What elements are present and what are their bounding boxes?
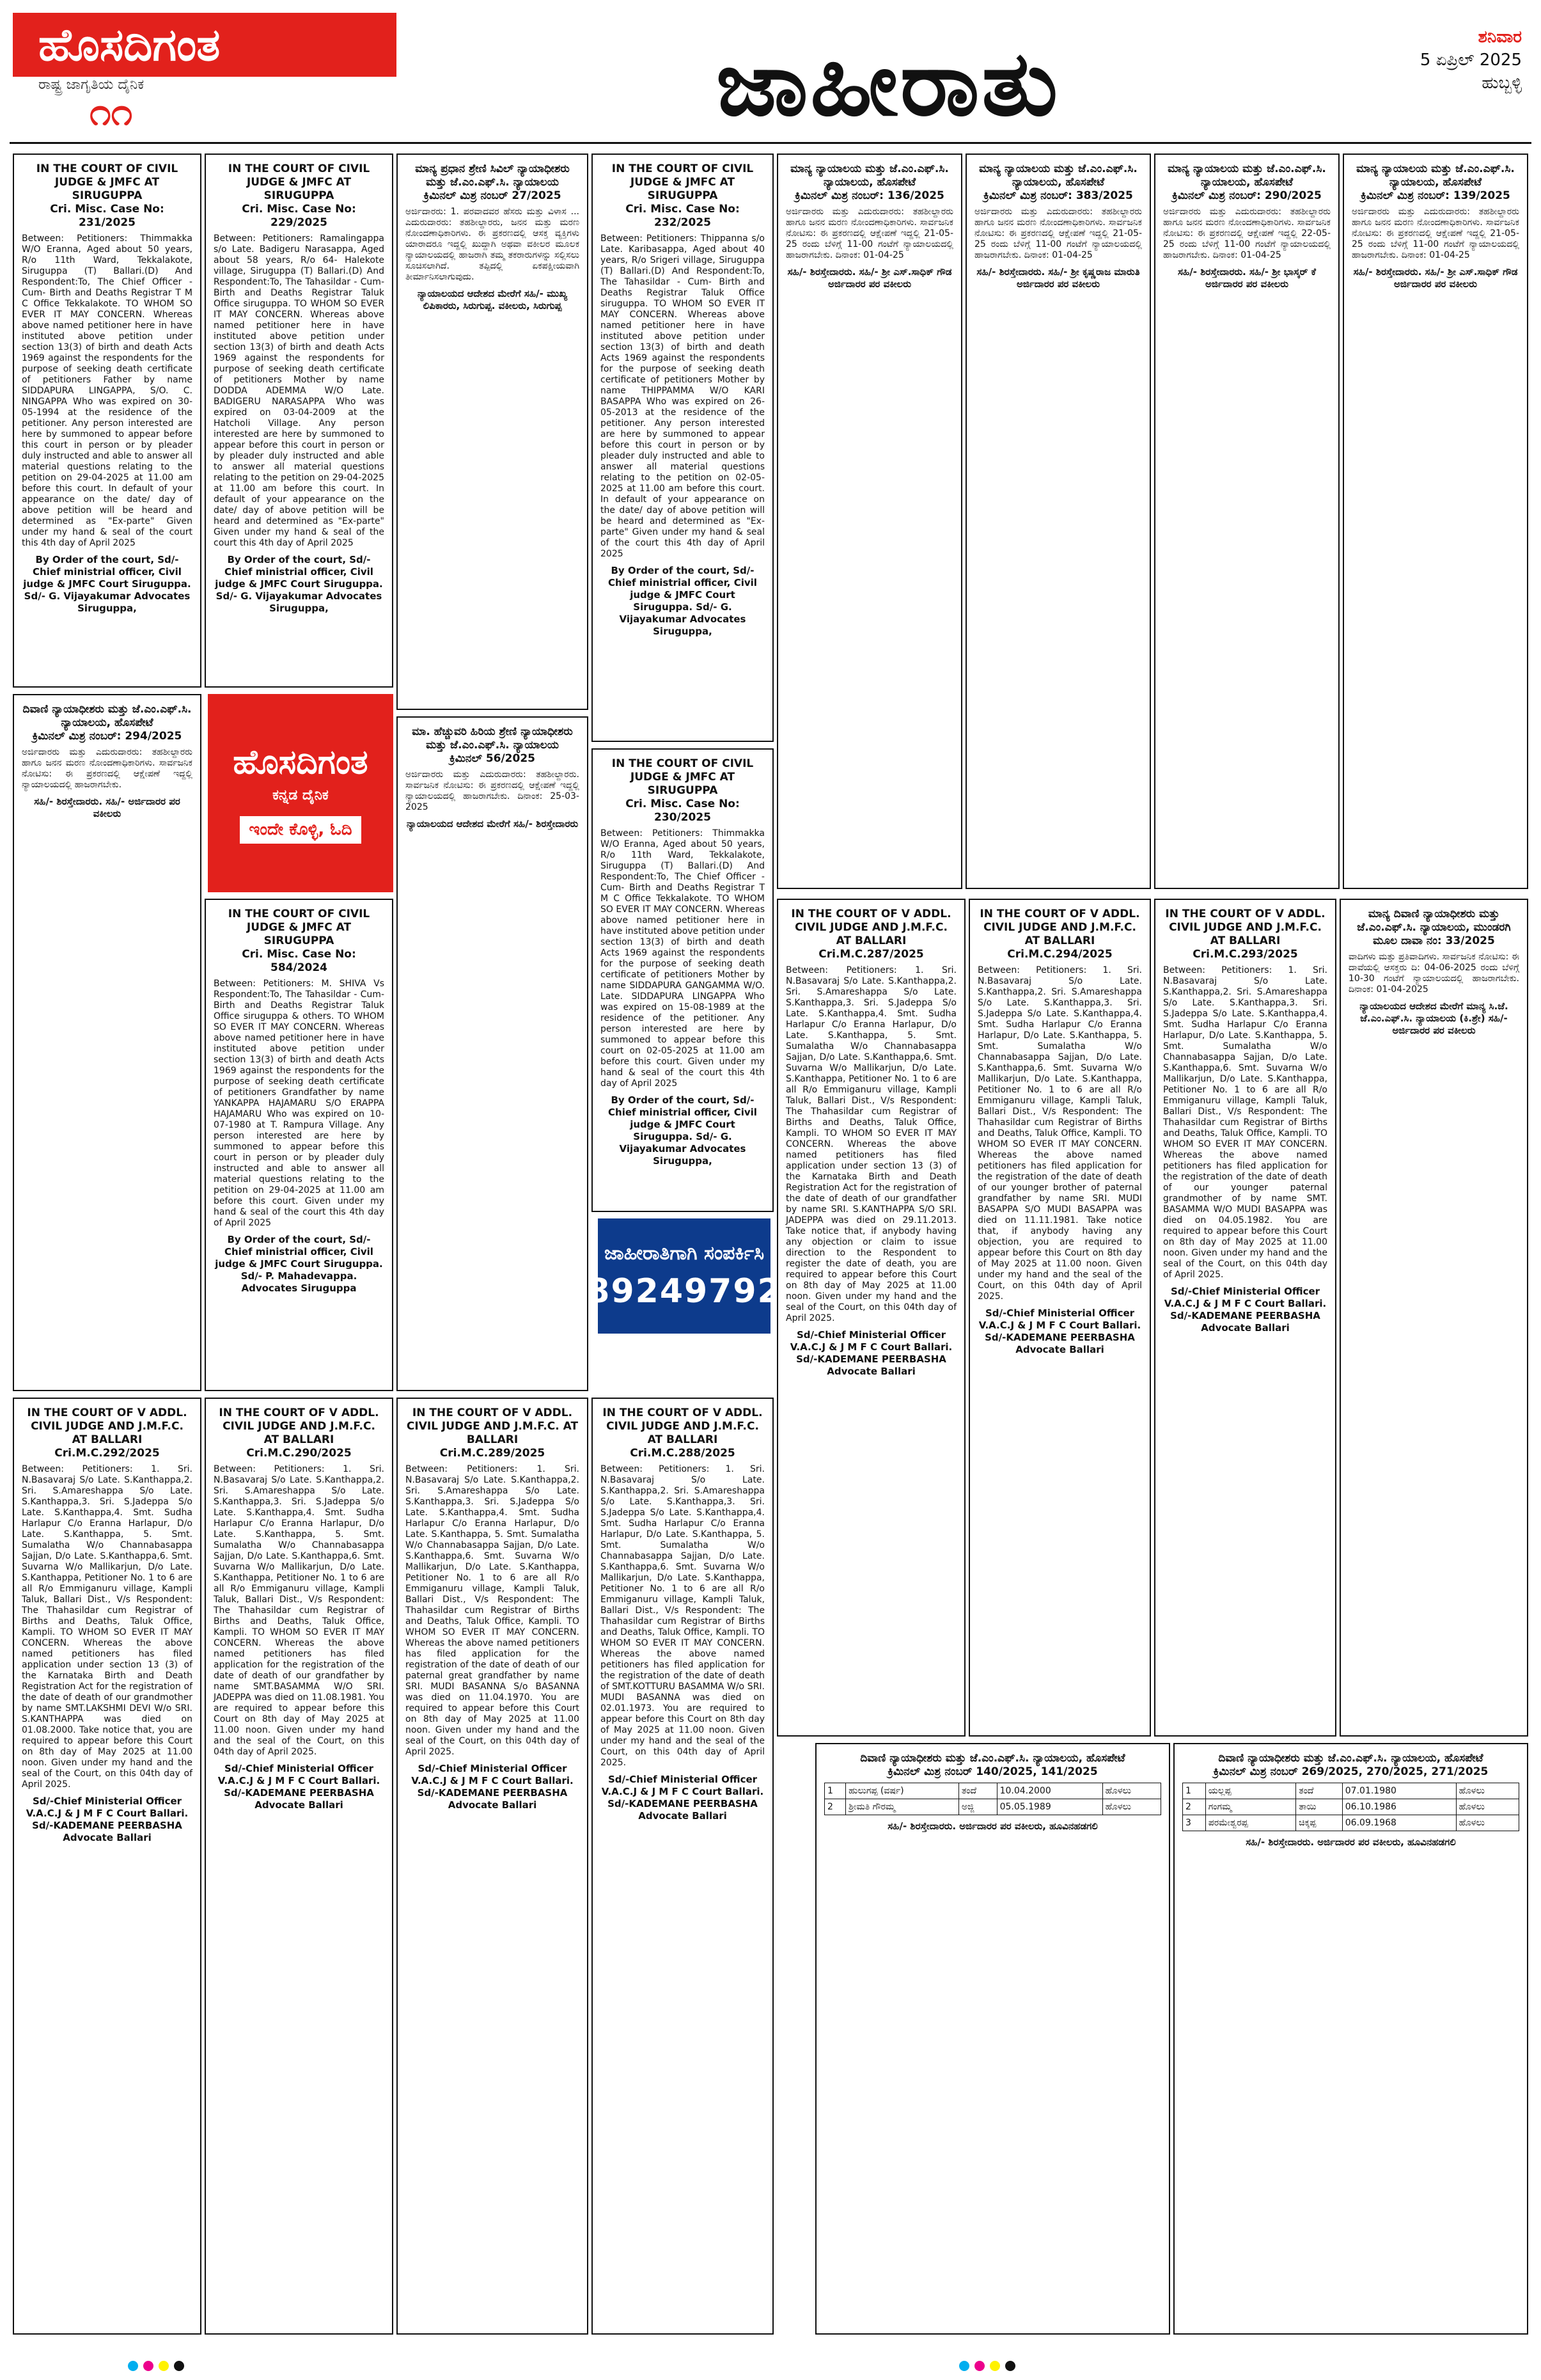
- notice-title: ದಿವಾಣಿ ನ್ಯಾಯಾಧೀಶರು ಮತ್ತು ಜೆ.ಎಂ.ಎಫ್.ಸಿ. ನ್ಯಾಯಾಲಯ, ಹೊಸಪೇಟೆ ಕ್ರಿಮಿನಲ್ ಮಿಶ್ರ ನಂಬರ್ 140/2025, 141/2025: [860, 1752, 1125, 1778]
- table-cell: 2: [1183, 1799, 1206, 1815]
- notice-body: Between: Petitioners: 1. Sri. N.Basavaraj S/o Late. S.Kanthappa,2. Sri. S.Amareshappa S/o Late. S.Kanthappa,3. Sri. S.Jadeppa S/o Late. S.Kanthappa,4. Smt. Sudha Harlapur C/o Eranna Harlapur, D/o Late. S.Kanthappa, 5. Smt. Sumalatha W/o Channabasappa Sajjan, D/o Late. S.Kanthappa,6. Smt. Suvarna W/o Mallikarjun, D/o Late. S.Kanthappa, Petitioner No. 1 to 6 are all R/o Emmiganuru village, Kampli Taluk, Ballari Dist., V/s Respondent: The Thahasildar cum Registrar of Births and Deaths, Taluk Office, Kampli. TO WHOM SO EVER IT MAY CONCERN. Whereas the above named petitioners has filed application under section 13 (3) of the Karnataka Birth and Death Registration Act for the registration of the date of death of our grandfather by name SRI. S.KANTHAPPA S/O SRI. JADEPPA was died on 29.11.2013. Take notice that, if anybody having any objection or claim to issue direction to the Respondent to register the date of death, you are required to appear before this Court on 8th day of May 2025 at 11.00 noon. Given under my hand and the seal of the Court, on this 04th day of April 2025.: [786, 965, 957, 1323]
- table-cell: 06.09.1968: [1342, 1815, 1456, 1831]
- notice-title: ಮಾನ್ಯ ನ್ಯಾಯಾಲಯ ಮತ್ತು ಜೆ.ಎಂ.ಎಫ್.ಸಿ. ನ್ಯಾಯಾಲಯ, ಹೊಸಪೇಟೆ ಕ್ರಿಮಿನಲ್ ಮಿಶ್ರ ನಂಬರ್: 136/2025: [790, 162, 949, 202]
- notice-body: Between: Petitioners: Thimmakka W/O Eranna, Aged about 50 years, R/o 11th Ward, Tekkalakote, Siruguppa (T) Ballari.(D) And Respondent:To, The Chief Officer - Cum- Birth and Deaths Registrar T M C Office Tekkalakote. TO WHOM SO EVER IT MAY CONCERN. Whereas above named petitioner here in have instituted above petition under section 13(3) of birth and death Acts 1969 against the respondents for the purpose of seeking death certificate of petitioners Father by name SIDDAPURA LINGAPPA, S/O. C. NINGAPPA Who was expired on 30-05-1994 at the residence of the petitioner. Any person interested are here by summoned to appear before this court in person or by pleader duly instructed and able to answer all material questions relating to the petition on 29-04-2025 at 11.00 am before this court. In default of your appearance on the date/ day of above petition will be heard and determined as "Ex-parte" Given under my hand & seal of the court this 4th day of April 2025: [22, 233, 192, 548]
- notice-title: ದಿವಾಣಿ ನ್ಯಾಯಾಧೀಶರು ಮತ್ತು ಜೆ.ಎಂ.ಎಫ್.ಸಿ. ನ್ಯಾಯಾಲಯ, ಹೊಸಪೇಟೆ ಕ್ರಿಮಿನಲ್ ಮಿಶ್ರ ನಂಬರ್ 269/2025, 270/2025, 271/2025: [1213, 1752, 1489, 1778]
- notice-body: Between: Petitioners: 1. Sri. N.Basavaraj S/o Late. S.Kanthappa,2. Sri. S.Amareshappa S/o Late. S.Kanthappa,3. Sri. S.Jadeppa S/o Late. S.Kanthappa,4. Smt. Sudha Harlapur C/o Eranna Harlapur, D/o Late. S.Kanthappa, 5. Smt. Sumalatha W/o Channabasappa Sajjan, D/o Late. S.Kanthappa,6. Smt. Suvarna W/o Mallikarjun, D/o Late. S.Kanthappa, Petitioner No. 1 to 6 are all R/o Emmiganuru village, Kampli Taluk, Ballari Dist., V/s Respondent: The Thahasildar cum Registrar of Births and Deaths, Taluk Office, Kampli. TO WHOM SO EVER IT MAY CONCERN. Whereas the above named petitioners has filed application for the registration of the date of death of SMT.KOTTURU BASAMMA W/o SRI. MUDI BASANNA was died on 02.01.1973. You are required to appear before this Court on 8th day of May 2025 at 11.00 noon. Given under my hand and the seal of the Court, on this 04th day of April 2025.: [600, 1464, 765, 1768]
- notice-signature: ಸಹಿ/- ಶಿರಸ್ತೇದಾರರು. ಅರ್ಜಿದಾರರ ಪರ ವಕೀಲರು, ಹೂವಿನಹಡಗಲಿ: [888, 1820, 1098, 1832]
- notice-card: [591, 1398, 774, 2335]
- notice-card: [591, 154, 774, 742]
- notice-card: [13, 694, 201, 1391]
- logo-year: ೧೧: [90, 90, 133, 134]
- notice-body: Between: Petitioners: 1. Sri. N.Basavaraj S/o Late. S.Kanthappa,2. Sri. S.Amareshappa S/o Late. S.Kanthappa,3. Sri. S.Jadeppa S/o Late. S.Kanthappa,4. Smt. Sudha Harlapur C/o Eranna Harlapur, D/o Late. S.Kanthappa, 5. Smt. Sumalatha W/o Channabasappa Sajjan, D/o Late. S.Kanthappa,6. Smt. Suvarna W/o Mallikarjun, D/o Late. S.Kanthappa, Petitioner No. 1 to 6 are all R/o Emmiganuru village, Kampli Taluk, Ballari Dist., V/s Respondent: The Thahasildar cum Registrar of Births and Deaths, Taluk Office, Kampli. TO WHOM SO EVER IT MAY CONCERN. Whereas the above named petitioners has filed application for the registration of the date of death of our younger paternal grandmother of by name SMT. BASAMMA W/O MUDI BASAPPA was died on 04.05.1982. You are required to appear before this Court on 8th day of May 2025 at 11.00 noon. Given under my hand and the seal of the Court, on this 04th day of April 2025.: [1163, 965, 1327, 1280]
- notice-title: ಮಾನ್ಯ ನ್ಯಾಯಾಲಯ ಮತ್ತು ಜೆ.ಎಂ.ಎಫ್.ಸಿ. ನ್ಯಾಯಾಲಯ, ಹೊಸಪೇಟೆ ಕ್ರಿಮಿನಲ್ ಮಿಶ್ರ ನಂಬರ್: 290/2025: [1168, 162, 1326, 202]
- table-cell: ಹೊಳಲು: [1102, 1783, 1161, 1799]
- print-registration-marks: [959, 2361, 1087, 2374]
- notice-card: [777, 154, 962, 889]
- notice-card: [1173, 1743, 1528, 2335]
- notice-title: IN THE COURT OF V ADDL. CIVIL JUDGE AND J.M.F.C. AT BALLARI Cri.M.C.293/2025: [1165, 908, 1326, 961]
- table-cell: ತಂದೆ: [958, 1783, 997, 1799]
- table-cell: 1: [825, 1783, 846, 1799]
- table-cell: ಹೊಳಲು: [1456, 1783, 1519, 1799]
- contact-phone: 8892497927: [562, 1272, 806, 1311]
- notice-signature: By Order of the court, Sd/- Chief ministrial officer, Civil judge & JMFC Court Siruguppa. Sd/- G. Vijayakumar Advocates Siruguppa,: [608, 1094, 757, 1167]
- black-dot: [174, 2361, 184, 2371]
- notice-body: Between: Petitioners: 1. Sri. N.Basavaraj S/o Late. S.Kanthappa,2. Sri. S.Amareshappa S/o Late. S.Kanthappa,3. Sri. S.Jadeppa S/o Late. S.Kanthappa,4. Smt. Sudha Harlapur C/o Eranna Harlapur, D/o Late. S.Kanthappa, 5. Smt. Sumalatha W/o Channabasappa Sajjan, D/o Late. S.Kanthappa,6. Smt. Suvarna W/o Mallikarjun, D/o Late. S.Kanthappa, Petitioner No. 1 to 6 are all R/o Emmiganuru village, Kampli Taluk, Ballari Dist., V/s Respondent: The Thahasildar cum Registrar of Births and Deaths, Taluk Office, Kampli. TO WHOM SO EVER IT MAY CONCERN. Whereas the above named petitioners has filed application for the registration of the date of death of our younger brother of paternal grandfather by name SRI. MUDI BASAPPA S/O MUDI BASAPPA was died on 11.11.1981. Take notice that, if anybody having any objection, you are required to appear before this Court on 8th day of May 2025 at 11.00 noon. Given under my hand and the seal of the Court, on this 04th day of April 2025.: [978, 965, 1142, 1302]
- black-dot: [1005, 2361, 1015, 2371]
- notice-title: IN THE COURT OF V ADDL. CIVIL JUDGE AND J.M.F.C. AT BALLARI Cri.M.C.290/2025: [219, 1407, 379, 1460]
- table-cell: ಹುಲುಗಪ್ಪ (ವರ್ಷ): [846, 1783, 959, 1799]
- notice-signature: Sd/-Chief Ministerial Officer V.A.C.J & J M F C Court Ballari. Sd/-KADEMANE PEERBASHA Advocate Ballari: [978, 1307, 1141, 1355]
- contact-label: ಜಾಹೀರಾತಿಗಾಗಿ ಸಂಪರ್ಕಿಸಿ: [604, 1241, 764, 1265]
- notice-title: ಮಾನ್ಯ ಪ್ರಧಾನ ಶ್ರೇಣಿ ಸಿವಿಲ್ ನ್ಯಾಯಾಧೀಶರು ಮತ್ತು ಜೆ.ಎಂ.ಎಫ್.ಸಿ. ನ್ಯಾಯಾಲಯ ಕ್ರಿಮಿನಲ್ ಮಿಶ್ರ ನಂಬರ್ 27/2025: [415, 162, 570, 202]
- table-cell: ಹೊಳಲು: [1456, 1815, 1519, 1831]
- notice-body: ಅರ್ಜಿದಾರರು: 1. ಪರವಾದವರ ಹೆಸರು ಮತ್ತು ವಿಳಾಸ ... ಎದುರುದಾರರು: ತಹಶೀಲ್ದಾರರು, ಜನನ ಮತ್ತು ಮರಣ ನೋಂದಣಾಧಿಕಾರಿಗಳು. ಈ ಪ್ರಕರಣದಲ್ಲಿ ಆಸಕ್ತ ವ್ಯಕ್ತಿಗಳು ಯಾರಾದರೂ ಇದ್ದಲ್ಲಿ ಖುದ್ದಾಗಿ ಅಥವಾ ವಕೀಲರ ಮೂಲಕ ನ್ಯಾಯಾಲಯದಲ್ಲಿ ಹಾಜರಾಗಿ ತಮ್ಮ ತಕರಾರುಗಳನ್ನು ಸಲ್ಲಿಸಲು ಸೂಚಿಸಲಾಗಿದೆ. ತಪ್ಪಿದಲ್ಲಿ ಏಕಪಕ್ಷೀಯವಾಗಿ ತೀರ್ಮಾನಿಸಲಾಗುವುದು.: [405, 207, 579, 282]
- day-label: ಶನಿವಾರ: [1478, 28, 1522, 47]
- notice-signature: By Order of the court, Sd/- Chief ministrial officer, Civil judge & JMFC Court Siruguppa. Sd/- G. Vijayakumar Advocates Siruguppa,: [23, 554, 191, 614]
- table-cell: ತಾಯಿ: [1296, 1799, 1343, 1815]
- notice-card: [1154, 899, 1336, 1737]
- notice-card: [1340, 899, 1528, 1737]
- cyan-dot: [128, 2361, 138, 2371]
- notice-body: Between: Petitioners: 1. Sri. N.Basavaraj S/o Late. S.Kanthappa,2. Sri. S.Amareshappa S/o Late. S.Kanthappa,3. Sri. S.Jadeppa S/o Late. S.Kanthappa,4. Smt. Sudha Harlapur C/o Eranna Harlapur, D/o Late. S.Kanthappa, 5. Smt. Sumalatha W/o Channabasappa Sajjan, D/o Late. S.Kanthappa,6. Smt. Suvarna W/o Mallikarjun, D/o Late. S.Kanthappa, Petitioner No. 1 to 6 are all R/o Emmiganuru village, Kampli Taluk, Ballari Dist., V/s Respondent: The Thahasildar cum Registrar of Births and Deaths, Taluk Office, Kampli. TO WHOM SO EVER IT MAY CONCERN. Whereas the above named petitioners has filed application for the registration of the date of death of our paternal great grandfather by name SRI. MUDI BASANNA S/o BASANNA was died on 11.04.1970. You are required to appear before this Court on 8th day of May 2025 at 11.00 noon. Given under my hand and the seal of the Court, on this 04th day of April 2025.: [405, 1464, 579, 1757]
- date-label: 5 ಏಪ್ರಿಲ್ 2025: [1420, 51, 1522, 70]
- table-cell: 05.05.1989: [997, 1799, 1102, 1815]
- notice-title: IN THE COURT OF CIVIL JUDGE & JMFC AT SIRUGUPPA Cri. Misc. Case No: 229/2025: [228, 162, 370, 229]
- table-cell: 10.04.2000: [997, 1783, 1102, 1799]
- notice-title: ಮಾ. ಹೆಚ್ಚುವರಿ ಹಿರಿಯ ಶ್ರೇಣಿ ನ್ಯಾಯಾಧೀಶರು ಮತ್ತು ಜೆ.ಎಂ.ಎಫ್.ಸಿ. ನ್ಯಾಯಾಲಯ ಕ್ರಿಮಿನಲ್ 56/2025: [412, 725, 573, 765]
- table-cell: ಚಿಕ್ಕಪ್ಪ: [1296, 1815, 1343, 1831]
- notice-signature: ಸಹಿ/- ಶಿರಸ್ತೇದಾರರು. ಸಹಿ/- ಅರ್ಜಿದಾರರ ಪರ ವಕೀಲರು: [34, 796, 180, 819]
- print-registration-marks: [128, 2361, 256, 2374]
- table-cell: 2: [825, 1799, 846, 1815]
- notice-title: IN THE COURT OF CIVIL JUDGE & JMFC AT SIRUGUPPA Cri. Misc. Case No: 231/2025: [36, 162, 178, 229]
- notice-title: IN THE COURT OF CIVIL JUDGE & JMFC AT SIRUGUPPA Cri. Misc. Case No: 584/2024: [228, 908, 370, 974]
- table-cell: ಅಜ್ಜಿ: [958, 1799, 997, 1815]
- newspaper-ad: [208, 694, 393, 892]
- notice-card: [396, 716, 588, 1391]
- yellow-dot: [159, 2361, 169, 2371]
- table-cell: ಪರಮೇಶ್ವರಪ್ಪ: [1205, 1815, 1295, 1831]
- notice-card: [815, 1743, 1170, 2335]
- notice-title: IN THE COURT OF V ADDL. CIVIL JUDGE AND J.M.F.C. AT BALLARI Cri.M.C.292/2025: [27, 1407, 187, 1460]
- notice-title: ಮಾನ್ಯ ದಿವಾಣಿ ನ್ಯಾಯಾಧೀಶರು ಮತ್ತು ಜೆ.ಎಂ.ಎಫ್.ಸಿ. ನ್ಯಾಯಾಲಯ, ಮುಂಡರಗಿ ಮೂಲ ದಾವಾ ನಂ: 33/2025: [1357, 908, 1511, 947]
- notice-card: [1343, 154, 1528, 889]
- notice-signature: ಸಹಿ/- ಶಿರಸ್ತೇದಾರರು. ಅರ್ಜಿದಾರರ ಪರ ವಕೀಲರು, ಹೂವಿನಹಡಗಲಿ: [1246, 1836, 1456, 1848]
- notice-signature: Sd/-Chief Ministerial Officer V.A.C.J & J M F C Court Ballari. Sd/-KADEMANE PEERBASHA Advocate Ballari: [790, 1329, 953, 1377]
- notice-title: ಮಾನ್ಯ ನ್ಯಾಯಾಲಯ ಮತ್ತು ಜೆ.ಎಂ.ಎಫ್.ಸಿ. ನ್ಯಾಯಾಲಯ, ಹೊಸಪೇಟೆ ಕ್ರಿಮಿನಲ್ ಮಿಶ್ರ ನಂಬರ್: 383/2025: [979, 162, 1138, 202]
- notice-body: ವಾದಿಗಳು ಮತ್ತು ಪ್ರತಿವಾದಿಗಳು. ಸಾರ್ವಜನಿಕ ನೋಟಿಸು: ಈ ದಾವೆಯಲ್ಲಿ ಆಸಕ್ತರು ದಿ: 04-06-2025 ರಂದು ಬೆಳಿಗ್ಗೆ 10-30 ಗಂಟೆಗೆ ನ್ಯಾಯಾಲಯದಲ್ಲಿ ಹಾಜರಾಗಬೇಕು. ದಿನಾಂಕ: 01-04-2025: [1349, 952, 1519, 995]
- notice-body: Between: Petitioners: Thimmakka W/O Eranna, Aged about 50 years, R/o 11th Ward, Tekkalakote, Siruguppa (T) Ballari.(D) And Respondent:To, The Chief Officer - Cum- Birth and Deaths Registrar T M C Office Tekkalakote. TO WHOM SO EVER IT MAY CONCERN. Whereas above named petitioner here in have instituted above petition under section 13(3) of birth and death Acts 1969 against the respondents for the purpose of seeking death certificate of petitioners Mother by name SIDDAPURA GANGAMMA W/O. Late. SIDDAPURA LINGAPPA Who was expired on 15-08-1989 at the residence of the petitioner. Any person interested are here by summoned to appear before this court on 02-05-2025 at 11.00 am before this court. Given under my hand & seal of the court this 4th day of April 2025: [600, 828, 765, 1089]
- notice-card: [591, 748, 774, 1212]
- notice-body: ಅರ್ಜಿದಾರರು ಮತ್ತು ಎದುರುದಾರರು: ತಹಶೀಲ್ದಾರರು ಹಾಗೂ ಜನನ ಮರಣ ನೋಂದಣಾಧಿಕಾರಿಗಳು. ಸಾರ್ವಜನಿಕ ನೋಟಿಸು: ಈ ಪ್ರಕರಣದಲ್ಲಿ ಆಕ್ಷೇಪಣೆ ಇದ್ದಲ್ಲಿ 21-05-25 ರಂದು ಬೆಳಿಗ್ಗೆ 11-00 ಗಂಟೆಗೆ ನ್ಯಾಯಾಲಯದಲ್ಲಿ ಹಾಜರಾಗಬೇಕು. ದಿನಾಂಕ: 01-04-25: [974, 207, 1142, 260]
- heir-table: [1182, 1783, 1519, 1831]
- page-title: ಜಾಹೀರಾತು: [716, 32, 1061, 136]
- notice-card: [396, 154, 588, 710]
- newspaper-logo: [13, 13, 396, 134]
- notice-card: [966, 154, 1151, 889]
- notice-body: Between: Petitioners: 1. Sri. N.Basavaraj S/o Late. S.Kanthappa,2. Sri. S.Amareshappa S/o Late. S.Kanthappa,3. Sri. S.Jadeppa S/o Late. S.Kanthappa,4. Smt. Sudha Harlapur C/o Eranna Harlapur, D/o Late. S.Kanthappa, 5. Smt. Sumalatha W/o Channabasappa Sajjan, D/o Late. S.Kanthappa,6. Smt. Suvarna W/o Mallikarjun, D/o Late. S.Kanthappa, Petitioner No. 1 to 6 are all R/o Emmiganuru village, Kampli Taluk, Ballari Dist., V/s Respondent: The Thahasildar cum Registrar of Births and Deaths, Taluk Office, Kampli. TO WHOM SO EVER IT MAY CONCERN. Whereas the above named petitioners has filed application for the registration of the date of death of our grandfather by name SMT.BASAMMA W/O SRI. JADEPPA was died on 11.08.1981. You are required to appear before this Court on 8th day of May 2025 at 11.00 noon. Given under my hand and the seal of the Court, on this 04th day of April 2025.: [214, 1464, 384, 1757]
- notice-card: [777, 899, 966, 1737]
- header-rule: [10, 142, 1531, 144]
- table-cell: 1: [1183, 1783, 1206, 1799]
- table-cell: ತಂದೆ: [1296, 1783, 1343, 1799]
- notice-signature: ಸಹಿ/- ಶಿರಸ್ತೇದಾರರು. ಸಹಿ/- ಶ್ರೀ ಭಾಸ್ಕರ್ ಕೆ ಅರ್ಜಿದಾರರ ಪರ ವಕೀಲರು: [1178, 266, 1316, 290]
- notice-body: ಅರ್ಜಿದಾರರು ಮತ್ತು ಎದುರುದಾರರು: ತಹಶೀಲ್ದಾರರು ಹಾಗೂ ಜನನ ಮರಣ ನೋಂದಣಾಧಿಕಾರಿಗಳು. ಸಾರ್ವಜನಿಕ ನೋಟಿಸು: ಈ ಪ್ರಕರಣದಲ್ಲಿ ಆಕ್ಷೇಪಣೆ ಇದ್ದಲ್ಲಿ 21-05-25 ರಂದು ಬೆಳಿಗ್ಗೆ 11-00 ಗಂಟೆಗೆ ನ್ಯಾಯಾಲಯದಲ್ಲಿ ಹಾಜರಾಗಬೇಕು. ದಿನಾಂಕ: 01-04-25: [786, 207, 953, 260]
- magenta-dot: [143, 2361, 153, 2371]
- page-header: [0, 0, 1541, 147]
- notice-card: [13, 154, 201, 688]
- table-cell: ಗಂಗಮ್ಮ: [1205, 1799, 1295, 1815]
- notice-signature: Sd/-Chief Ministerial Officer V.A.C.J & J M F C Court Ballari. Sd/-KADEMANE PEERBASHA Advocate Ballari: [1164, 1286, 1327, 1334]
- notice-body: ಅರ್ಜಿದಾರರು ಮತ್ತು ಎದುರುದಾರರು: ತಹಶೀಲ್ದಾರರು ಹಾಗೂ ಜನನ ಮರಣ ನೋಂದಣಾಧಿಕಾರಿಗಳು. ಸಾರ್ವಜನಿಕ ನೋಟಿಸು: ಈ ಪ್ರಕರಣದಲ್ಲಿ ಆಕ್ಷೇಪಣೆ ಇದ್ದಲ್ಲಿ ನ್ಯಾಯಾಲಯದಲ್ಲಿ ಹಾಜರಾಗಬೇಕು.: [22, 747, 192, 790]
- notice-signature: ಸಹಿ/- ಶಿರಸ್ತೇದಾರರು. ಸಹಿ/- ಶ್ರೀ ಎಸ್.ಸಾಧಿಕ್ ಗೌಡ ಅರ್ಜಿದಾರರ ಪರ ವಕೀಲರು: [1353, 266, 1518, 290]
- notice-title: IN THE COURT OF CIVIL JUDGE & JMFC AT SIRUGUPPA Cri. Misc. Case No: 230/2025: [611, 757, 754, 824]
- notice-signature: ನ್ಯಾಯಾಲಯದ ಆದೇಶದ ಮೇರೆಗೆ ಸಹಿ/- ಮುಖ್ಯ ಲಿಪಿಕಾರರು, ಸಿರುಗುಪ್ಪ. ವಕೀಲರು, ಸಿರುಗುಪ್ಪ: [417, 288, 568, 311]
- ad-sub: ಕನ್ನಡ ದೈನಿಕ: [272, 787, 329, 803]
- table-row: [1183, 1799, 1519, 1815]
- table-cell: ಹೊಳಲು: [1456, 1799, 1519, 1815]
- table-cell: 06.10.1986: [1342, 1799, 1456, 1815]
- logo-text: ಹೊಸದಿಗಂತ: [13, 13, 396, 77]
- notice-title: IN THE COURT OF CIVIL JUDGE & JMFC AT SIRUGUPPA Cri. Misc. Case No: 232/2025: [611, 162, 754, 229]
- table-row: [825, 1799, 1161, 1815]
- notice-title: ದಿವಾಣಿ ನ್ಯಾಯಾಧೀಶರು ಮತ್ತು ಜೆ.ಎಂ.ಎಫ್.ಸಿ. ನ್ಯಾಯಾಲಯ, ಹೊಸಪೇಟೆ ಕ್ರಿಮಿನಲ್ ಮಿಶ್ರ ನಂಬರ್: 294/2025: [22, 703, 192, 743]
- notice-signature: Sd/-Chief Ministerial Officer V.A.C.J & J M F C Court Ballari. Sd/-KADEMANE PEERBASHA Advocate Ballari: [601, 1774, 764, 1822]
- notice-body: ಅರ್ಜಿದಾರರು ಮತ್ತು ಎದುರುದಾರರು: ತಹಶೀಲ್ದಾರರು. ಸಾರ್ವಜನಿಕ ನೋಟಿಸು: ಈ ಪ್ರಕರಣದಲ್ಲಿ ಆಕ್ಷೇಪಣೆ ಇದ್ದಲ್ಲಿ ನ್ಯಾಯಾಲಯದಲ್ಲಿ ಹಾಜರಾಗಬೇಕು. ದಿನಾಂಕ: 25-03-2025: [405, 769, 579, 812]
- table-row: [1183, 1815, 1519, 1831]
- notice-body: ಅರ್ಜಿದಾರರು ಮತ್ತು ಎದುರುದಾರರು: ತಹಶೀಲ್ದಾರರು ಹಾಗೂ ಜನನ ಮರಣ ನೋಂದಣಾಧಿಕಾರಿಗಳು. ಸಾರ್ವಜನಿಕ ನೋಟಿಸು: ಈ ಪ್ರಕರಣದಲ್ಲಿ ಆಕ್ಷೇಪಣೆ ಇದ್ದಲ್ಲಿ 22-05-25 ರಂದು ಬೆಳಿಗ್ಗೆ 11-00 ಗಂಟೆಗೆ ನ್ಯಾಯಾಲಯದಲ್ಲಿ ಹಾಜರಾಗಬೇಕು. ದಿನಾಂಕ: 01-04-25: [1163, 207, 1331, 260]
- ad-cta: ಇಂದೇ ಕೊಳ್ಳಿ, ಓದಿ: [240, 816, 361, 844]
- heir-table: [824, 1783, 1161, 1815]
- notice-card: [205, 154, 393, 688]
- notice-signature: Sd/-Chief Ministerial Officer V.A.C.J & J M F C Court Ballari. Sd/-KADEMANE PEERBASHA Advocate Ballari: [217, 1763, 380, 1811]
- table-cell: 3: [1183, 1815, 1206, 1831]
- notice-body: ಅರ್ಜಿದಾರರು ಮತ್ತು ಎದುರುದಾರರು: ತಹಶೀಲ್ದಾರರು ಹಾಗೂ ಜನನ ಮರಣ ನೋಂದಣಾಧಿಕಾರಿಗಳು. ಸಾರ್ವಜನಿಕ ನೋಟಿಸು: ಈ ಪ್ರಕರಣದಲ್ಲಿ ಆಕ್ಷೇಪಣೆ ಇದ್ದಲ್ಲಿ 21-05-25 ರಂದು ಬೆಳಿಗ್ಗೆ 11-00 ಗಂಟೆಗೆ ನ್ಯಾಯಾಲಯದಲ್ಲಿ ಹಾಜರಾಗಬೇಕು. ದಿನಾಂಕ: 01-04-25: [1352, 207, 1519, 260]
- magenta-dot: [974, 2361, 985, 2371]
- notice-signature: By Order of the court, Sd/- Chief ministrial officer, Civil judge & JMFC Court Siruguppa. Sd/- G. Vijayakumar Advocates Siruguppa,: [608, 565, 757, 637]
- notice-body: Between: Petitioners: Thippanna s/o Late. Karibasappa, Aged about 40 years, R/o Srigeri village, Siruguppa (T) Ballari.(D) And Respondent:To, The Tahasildar - Cum- Birth and Deaths Registrar Taluk Office siruguppa. TO WHOM SO EVER IT MAY CONCERN. Whereas above named petitioner here in have instituted above petition under section 13(3) of birth and death Acts 1969 against the respondents for the purpose of seeking death certificate of petitioners Mother by name THIPPAMMA W/O KARI BASAPPA Who was expired on 26-05-2013 at the residence of the petitioner. Any person interested are here by summoned to appear before this court in person or by pleader duly instructed and able to answer all material questions relating to the petition on 02-05-2025 at 11.00 am before this court. In default of your appearance on the date/ day of above petition will be heard and determined as "Ex-parte" Given under my hand & seal of the court this 4th day of April 2025: [600, 233, 765, 559]
- notice-signature: ಸಹಿ/- ಶಿರಸ್ತೇದಾರರು. ಸಹಿ/- ಶ್ರೀ ಕೃಷ್ಣರಾಜ ಮಾರುತಿ ಅರ್ಜಿದಾರರ ಪರ ವಕೀಲರು: [976, 266, 1140, 290]
- notice-body: Between: Petitioners: Ramalingappa s/o Late. Badigeru Narasappa, Aged about 58 years, R/o 64- Halekote village, Siruguppa (T) Ballari.(D) And Respondent:To, The Tahasildar - Cum- Birth and Deaths Registrar Taluk Office siruguppa. TO WHOM SO EVER IT MAY CONCERN. Whereas above named petitioner here in have instituted above petition under section 13(3) of birth and death Acts 1969 against the respondents for purpose of seeking death certificate of petitioners Mother by name DODDA ADEMMA W/O Late. BADIGERU NARASAPPA Who was expired on 03-04-2009 at the Hatcholi Village. Any person interested are here by summoned to appear before this court in person or by pleader duly instructed and able to answer all material questions relating to the petition on 29-04-2025 at 11.00 am before this court. In default of your appearance on the date/ day of above petition will be heard and determined as "Ex-parte" Given under my hand & seal of the court this 4th day of April 2025: [214, 233, 384, 548]
- notice-title: IN THE COURT OF V ADDL. CIVIL JUDGE AND J.M.F.C. AT BALLARI Cri.M.C.294/2025: [980, 908, 1140, 961]
- notice-card: [13, 1398, 201, 2335]
- yellow-dot: [990, 2361, 1000, 2371]
- notice-body: Between: Petitioners: 1. Sri. N.Basavaraj S/o Late. S.Kanthappa,2. Sri. S.Amareshappa S/o Late. S.Kanthappa,3. Sri. S.Jadeppa S/o Late. S.Kanthappa,4. Smt. Sudha Harlapur C/o Eranna Harlapur, D/o Late. S.Kanthappa, 5. Smt. Sumalatha W/o Channabasappa Sajjan, D/o Late. S.Kanthappa,6. Smt. Suvarna W/o Mallikarjun, D/o Late. S.Kanthappa, Petitioner No. 1 to 6 are all R/o Emmiganuru village, Kampli Taluk, Ballari Dist., V/s Respondent: The Thahasildar cum Registrar of Births and Deaths, Taluk Office, Kampli. TO WHOM SO EVER IT MAY CONCERN. Whereas the above named petitioners has filed application under section 13 (3) of the Karnataka Birth and Death Registration Act for the registration of the date of death of our grandmother by name SMT.LAKSHMI DEVI W/o SRI. S.KANTHAPPA was died on 01.08.2000. Take notice that, you are required to appear before this Court on 8th day of May 2025 at 11.00 noon. Given under my hand and the seal of the Court, on this 04th day of April 2025.: [22, 1464, 192, 1790]
- ad-name: ಹೊಸದಿಗಂತ: [233, 743, 368, 782]
- notice-card: [396, 1398, 588, 2335]
- dateline: [1420, 26, 1522, 95]
- table-cell: ಯಲ್ಲಪ್ಪ: [1205, 1783, 1295, 1799]
- notice-signature: ಸಹಿ/- ಶಿರಸ್ತೇದಾರರು. ಸಹಿ/- ಶ್ರೀ ಎಸ್.ಸಾಧಿಕ್ ಗೌಡ ಅರ್ಜಿದಾರರ ಪರ ವಕೀಲರು: [787, 266, 952, 290]
- notice-signature: ನ್ಯಾಯಾಲಯದ ಆದೇಶದ ಮೇರೆಗೆ ಮಾನ್ಯ ಸಿ.ಜೆ. ಜೆ.ಎಂ.ಎಫ್.ಸಿ. ನ್ಯಾಯಾಲಯ (ಕಿ.ಶ್ರೇ) ಸಹಿ/- ಅರ್ಜಿದಾರರ ಪರ ವಕೀಲರು: [1359, 1000, 1508, 1036]
- contact-ad: [562, 1218, 806, 1334]
- table-cell: ಹೊಳಲು: [1102, 1799, 1161, 1815]
- notice-signature: By Order of the court, Sd/- Chief ministrial officer, Civil judge & JMFC Court Siruguppa. Sd/- P. Mahadevappa. Advocates Siruguppa: [215, 1234, 383, 1294]
- table-row: [825, 1783, 1161, 1799]
- notice-title: IN THE COURT OF V ADDL. CIVIL JUDGE AND J.M.F.C. AT BALLARI Cri.M.C.287/2025: [791, 908, 951, 961]
- table-cell: 07.01.1980: [1342, 1783, 1456, 1799]
- notice-card: [1154, 154, 1340, 889]
- notice-title: ಮಾನ್ಯ ನ್ಯಾಯಾಲಯ ಮತ್ತು ಜೆ.ಎಂ.ಎಫ್.ಸಿ. ನ್ಯಾಯಾಲಯ, ಹೊಸಪೇಟೆ ಕ್ರಿಮಿನಲ್ ಮಿಶ್ರ ನಂಬರ್: 139/2025: [1356, 162, 1515, 202]
- notice-title: IN THE COURT OF V ADDL. CIVIL JUDGE AND J.M.F.C. AT BALLARI Cri.M.C.289/2025: [406, 1407, 579, 1460]
- notice-signature: Sd/-Chief Ministerial Officer V.A.C.J & J M F C Court Ballari. Sd/-KADEMANE PEERBASHA Advocate Ballari: [411, 1763, 574, 1811]
- notice-title: IN THE COURT OF V ADDL. CIVIL JUDGE AND J.M.F.C. AT BALLARI Cri.M.C.288/2025: [602, 1407, 763, 1460]
- notice-card: [205, 1398, 393, 2335]
- notice-signature: ನ್ಯಾಯಾಲಯದ ಆದೇಶದ ಮೇರೆಗೆ ಸಹಿ/- ಶಿರಸ್ತೇದಾರರು: [406, 818, 579, 830]
- notice-card: [969, 899, 1151, 1737]
- notice-signature: By Order of the court, Sd/- Chief ministrial officer, Civil judge & JMFC Court Siruguppa. Sd/- G. Vijayakumar Advocates Siruguppa,: [215, 554, 383, 614]
- logo-tagline: ರಾಷ್ಟ್ರ ಜಾಗೃತಿಯ ದೈನಿಕ: [38, 77, 145, 93]
- notice-body: Between: Petitioners: M. SHIVA Vs Respondent:To, The Tahasildar - Cum- Birth and Deaths Registrar Taluk Office siruguppa & others. TO WHOM SO EVER IT MAY CONCERN. Whereas above named petitioner here in have instituted above petition under section 13(3) of birth and death Acts 1969 against the respondents for the purpose of seeking death certificate of petitioners Grandfather by name YANKAPPA HAJAMARU S/O ERAPPA HAJAMARU Who was expired on 10-07-1980 at T. Rampura Village. Any person interested are here by summoned to appear before this court in person or by pleader duly instructed and able to answer all material questions relating to the petition on 29-04-2025 at 11.00 am before this court. Given under my hand & seal of the court this 4th day of April 2025: [214, 979, 384, 1228]
- table-cell: ಶ್ರೀಮತಿ ಗೌರಮ್ಮ: [846, 1799, 959, 1815]
- city-label: ಹುಬ್ಬಳ್ಳಿ: [1482, 74, 1522, 93]
- table-row: [1183, 1783, 1519, 1799]
- notice-signature: Sd/-Chief Ministerial Officer V.A.C.J & J M F C Court Ballari. Sd/-KADEMANE PEERBASHA Advocate Ballari: [26, 1795, 189, 1843]
- cyan-dot: [959, 2361, 969, 2371]
- notice-card: [205, 899, 393, 1391]
